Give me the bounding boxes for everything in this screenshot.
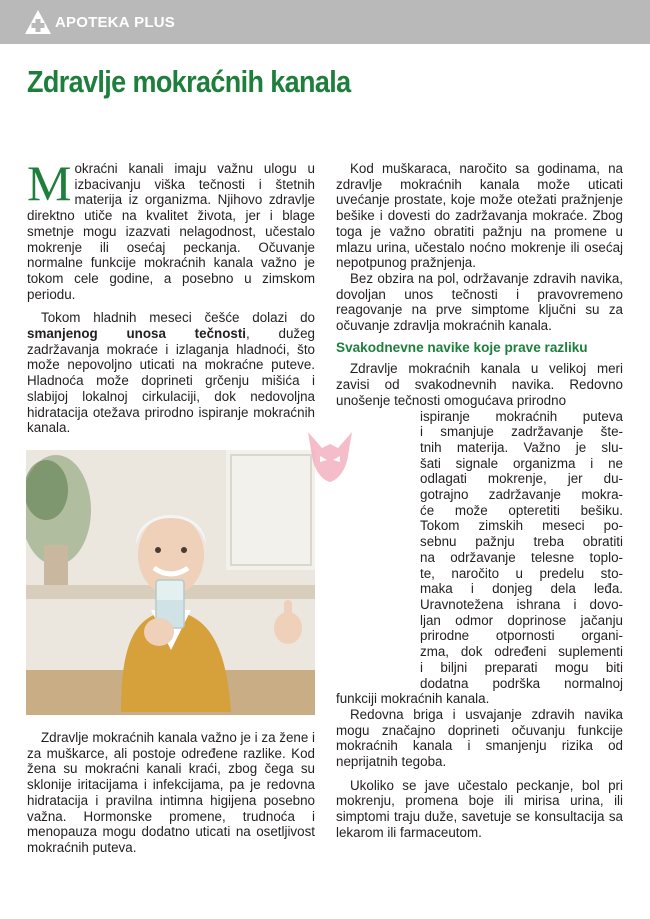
paragraph-regular-care: Redovna briga i usvajanje zdravih navika mogu značajno doprineti očuvanju funkcije mokraćnih kanala i smanjenju rizika od neprijatnih tegoba. (336, 706, 623, 770)
wrapped-line: gotrajno zadržavanje mokra- (420, 487, 623, 503)
wrapped-line: na održavanje telesne toplo- (420, 549, 623, 565)
wrapped-lines (420, 409, 623, 692)
left-column-top (27, 155, 315, 436)
wrapped-line: i biljni preparati mogu biti (420, 659, 623, 675)
fox-watermark-icon (300, 426, 360, 486)
wrapped-line: Uravnotežena ishrana i dovo- (420, 596, 623, 612)
article-title: Zdravlje mokraćnih kanala (27, 64, 351, 99)
brand-name: APOTEKA PLUS (55, 13, 175, 31)
wrapped-line: ljan odmor doprinose jačanju (420, 612, 623, 628)
subheading-daily-habits: Svakodnevne navike koje prave razliku (336, 339, 588, 355)
paragraph-gender-differences: Zdravlje mokraćnih kanala važno je i za žene i za muškarce, ali postoje određene razlike. Kod žena su mokraćni kanali kraći, zbog čega su sklonije iritacijama i infekcijama, pa je redovna hidratacija i pravilna intimna higijena posebno važna. Hormonske promene, trudnoća i menopauza mogu dodatno uticati na osetljivost mokraćnih puteva. (27, 730, 315, 855)
intro-paragraph: Mokraćni kanali imaju važnu ulogu u izbacivanju viška tečnosti i štetnih materija iz organizma. Njihovo zdravlje direktno utiče na kvalitet života, jer i blage smetnje mogu izazvati nelagodnost, učestalo mokrenje ili osećaj peckanja. Očuvanje normalne funkcije mokraćnih kanala važno je tokom cele godine, a posebno u zimskom periodu. (27, 155, 315, 302)
wrapped-line: Tokom zimskih meseci po- (420, 518, 623, 534)
wrapped-line: šati signale organizma i ne (420, 455, 623, 471)
paragraph-regardless-of-sex: Bez obzira na pol, održavanje zdravih navika, dovoljan unos tečnosti i pravovremeno reagovanje na prve simptome ključni su za očuvanje zdravlja mokraćnih kanala. (336, 270, 623, 334)
photo-illustration (26, 450, 315, 715)
wrapped-line: tnih materija. Važno je slu- (420, 439, 623, 455)
woman-with-glass-photo (26, 450, 315, 715)
left-column-bottom (27, 730, 315, 856)
wrapped-line: odlagati mokrenje, jer du- (420, 471, 623, 487)
wrapped-line: ispiranje mokraćnih puteva (420, 408, 623, 424)
paragraph-men: Kod muškaraca, naročito sa godinama, na zdravlje mokraćnih kanala može uticati uvećanje prostate, koje može otežati pražnjenje bešike i dovesti do zadržavanja mokraće. Zbog toga je važno obratiti pažnju na promene u mlazu urina, učestalo noćno mokrenje ili osećaj nepotpunog pražnjenja. (336, 161, 623, 271)
wrapped-line: sebnu pažnju treba obratiti (420, 534, 623, 550)
wrapped-line: maka i donjeg dela leđa. (420, 581, 623, 597)
wrapped-line: prirodne otpornosti organi- (420, 628, 623, 644)
paragraph-cold-months: Tokom hladnih meseci češće dolazi do smanjenog unosa tečnosti, dužeg zadržavanja mokraće i izlaganja hladnoći, što može nepovoljno uticati na mokraćne puteve. Hladnoća može doprineti grčenju mišića i slabijoj lokalnoj cirkulaciji, dok nedovoljna hidratacija otežava prirodno ispiranje mokraćnih kanala. (27, 310, 315, 436)
wrapped-line: i smanjuje zadržavanje šte- (420, 424, 623, 440)
wrapped-line: zma, dok određeni suplementi (420, 644, 623, 660)
paragraph-habits-intro: Zdravlje mokraćnih kanala u velikoj meri zavisi od svakodnevnih navika. Redovno unošenje tečnosti omogućava prirodno (336, 361, 623, 408)
paragraph-consult: Ukoliko se jave učestalo peckanje, bol pri mokrenju, promena boje ili mirisa urina, ili simptomi traju duže, savetuje se konsultacija sa lekarom ili farmaceutom. (336, 777, 623, 840)
header-bar (0, 0, 650, 44)
dropcap: M (27, 155, 72, 211)
wrapped-line: će može opteretiti bešiku. (420, 502, 623, 518)
right-column (336, 161, 623, 841)
apoteka-plus-logo[interactable] (24, 9, 175, 35)
wrapped-line: te, naročito u predelu sto- (420, 565, 623, 581)
wrapped-text-block (420, 409, 623, 692)
cross-logo-icon (24, 9, 52, 35)
wrapped-line: dodatna podrška normalnoj (420, 675, 623, 691)
paragraph-habits-end: funkciji mokraćnih kanala. (336, 691, 490, 707)
